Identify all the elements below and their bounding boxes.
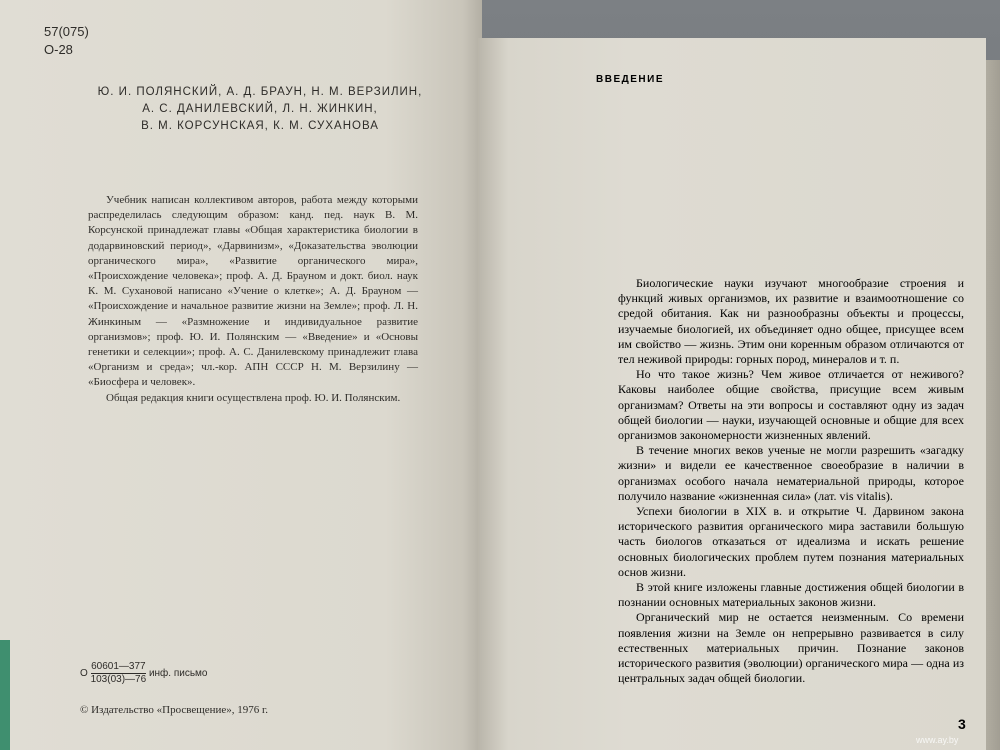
author-line: В. М. КОРСУНСКАЯ, К. М. СУХАНОВА <box>141 120 379 132</box>
chapter-heading: ВВЕДЕНИЕ <box>596 74 664 85</box>
udc-code: 57(075) <box>44 24 89 39</box>
author-list <box>60 84 460 135</box>
imprint-note: инф. письмо <box>148 668 208 680</box>
authorship-note <box>88 193 418 406</box>
left-page <box>0 0 482 750</box>
author-line: А. С. ДАНИЛЕВСКИЙ, Л. Н. ЖИНКИН, <box>142 103 378 115</box>
body-paragraph: Успехи биологии в XIX в. и открытие Ч. Дарвином закона исторического развития органического мира заставили большую часть биологов отказаться от идеализма и искать решение основных биологических проблем путем познания материальных основ жизни. <box>618 504 964 579</box>
body-paragraph: Но что такое жизнь? Чем живое отличается от неживого? Каковы наиболее общие свойства, присущие всем живым организмам? Ответы на эти вопросы и составляют одну из задач общей биологии — науки, изучающей основные и общие для всех организмов закономерности жизненных явлений. <box>618 367 964 443</box>
body-paragraph: В течение многих веков ученые не могли разрешить «загадку жизни» и видели ее качественное своеобразие в наличии в организмах особого начала нематериальной природы, которое получило название «жизненная сила» (лат. vis vitalis). <box>618 443 964 503</box>
copyright-line: © Издательство «Просвещение», 1976 г. <box>80 704 269 716</box>
introduction-text <box>618 276 964 686</box>
credits-paragraph: Учебник написан коллективом авторов, работа между которыми распределилась следующим образом: канд. пед. наук В. М. Корсунской принадлежат главы «Общая характеристика биологии в додарвиновский период», «Дарвинизм», «Доказательства эволюции органического мира», «Развитие органического мира», «Происхождение человека»; проф. А. Д. Брауном и докт. биол. наук К. М. Сухановой написано «Учение о клетке»; А. Д. Брауном — «Происхождение и начальное развитие жизни на Земле»; проф. Л. Н. Жинкиным — «Размножение и индивидуальное развитие организмов»; проф. Ю. И. Полянским — «Введение» и «Основы генетики и селекции»; проф. А. С. Данилевскому принадлежит глава «Организм и среда»; чл.-кор. АПН СССР Н. М. Верзилину — «Биосфера и человек». <box>88 194 418 389</box>
imprint-numerator: 60601—377 <box>91 661 146 672</box>
body-paragraph: В этой книге изложены главные достижения общей биологии в познании основных материальных законов жизни. <box>618 580 964 610</box>
watermark: www.ay.by <box>916 735 959 745</box>
cover-edge <box>0 640 10 750</box>
bbk-code: О-28 <box>44 42 73 57</box>
page-number: 3 <box>958 716 966 732</box>
imprint-code <box>80 661 207 686</box>
imprint-denominator: 103(03)—76 <box>90 674 147 685</box>
imprint-prefix: О <box>80 668 88 680</box>
body-paragraph: Органический мир не остается неизменным. Со времени появления жизни на Земле он непрерывно развивается в силу естественных материальных причин. Познание законов исторического развития (эволюции) органического мира — одна из центральных задач общей биологии. <box>618 610 964 686</box>
body-paragraph: Биологические науки изучают многообразие строения и функций живых организмов, их развитие и взаимоотношение со средой обитания. Как ни разнообразны объекты и процессы, изучаемые биологией, их объединяет одно общее, присущее всем им свойство — жизнь. Этим они коренным образом отличаются от тел неживой природы: горных пород, минералов и т. п. <box>618 276 964 367</box>
author-line: Ю. И. ПОЛЯНСКИЙ, А. Д. БРАУН, Н. М. ВЕРЗИЛИН, <box>97 86 423 98</box>
imprint-fraction <box>91 661 147 686</box>
credits-paragraph: Общая редакция книги осуществлена проф. Ю. И. Полянским. <box>106 391 401 404</box>
